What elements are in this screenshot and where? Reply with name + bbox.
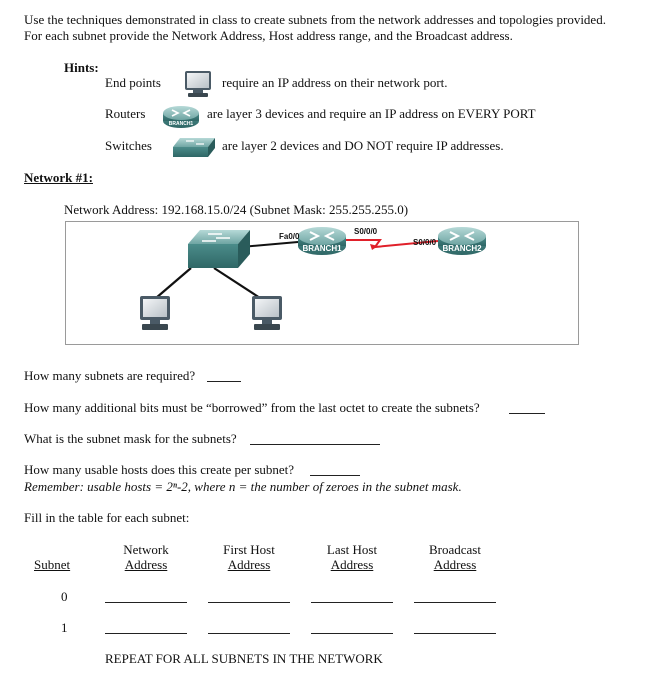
- table-row-subnet-1: 1: [61, 620, 68, 635]
- cell-1-first-host[interactable]: [208, 633, 290, 634]
- fill-table-instruction: Fill in the table for each subnet:: [24, 510, 190, 525]
- pc-2: [252, 296, 282, 330]
- hint-desc-endpoints: require an IP address on their network port.: [222, 75, 448, 90]
- answer-blank-subnet-mask[interactable]: [250, 444, 380, 445]
- switch-icon: [172, 136, 216, 158]
- switch-device: [188, 230, 250, 268]
- answer-blank-borrowed-bits[interactable]: [509, 413, 545, 414]
- router-branch2: [438, 227, 486, 255]
- question-usable-hosts: How many usable hosts does this create per subnet?: [24, 462, 295, 477]
- hints-title: Hints:: [64, 60, 99, 75]
- question-subnets: How many subnets are required?: [24, 368, 196, 383]
- hint-name-routers: Routers: [105, 106, 146, 121]
- router2-label: BRANCH2: [442, 244, 482, 253]
- port-fa0-0: Fa0/0: [279, 232, 300, 241]
- hint-name-switches: Switches: [105, 138, 152, 153]
- table-row-subnet-0: 0: [61, 589, 68, 604]
- table-header-broadcast: Broadcast Address: [429, 542, 481, 572]
- intro-line-2: For each subnet provide the Network Address, Host address range, and the Broadcast address.: [24, 28, 513, 43]
- pc-1: [140, 296, 170, 330]
- table-header-subnet: Subnet: [34, 557, 71, 572]
- repeat-footer: REPEAT FOR ALL SUBNETS IN THE NETWORK: [105, 651, 383, 666]
- intro-line-1: Use the techniques demonstrated in class to create subnets from the network addresses and topologies provided.: [24, 12, 606, 27]
- cell-1-broadcast[interactable]: [414, 633, 496, 634]
- answer-blank-subnets[interactable]: [207, 381, 241, 382]
- network-heading: Network #1:: [24, 170, 93, 185]
- table-header-network: Network Address: [123, 542, 169, 572]
- topology-diagram: [65, 221, 579, 345]
- port-s0-0-0-right: S0/0/0: [413, 238, 437, 247]
- network-address-line: Network Address: 192.168.15.0/24 (Subnet Mask: 255.255.255.0): [64, 202, 409, 217]
- cell-0-first-host[interactable]: [208, 602, 290, 603]
- router-icon: [162, 104, 200, 130]
- answer-blank-usable-hosts[interactable]: [310, 475, 360, 476]
- question-subnet-mask: What is the subnet mask for the subnets?: [24, 431, 237, 446]
- cell-0-last-host[interactable]: [311, 602, 393, 603]
- link-switch-pc1: [156, 268, 191, 298]
- cell-0-network[interactable]: [105, 602, 187, 603]
- hint-name-endpoints: End points: [105, 75, 161, 90]
- router-icon-label: BRANCH1: [168, 121, 194, 127]
- pc-icon: [182, 70, 214, 98]
- table-header-first-host: First Host Address: [223, 542, 275, 572]
- link-switch-pc2: [214, 268, 260, 298]
- remember-note: Remember: usable hosts = 2ⁿ-2, where n = the number of zeroes in the subnet mask.: [24, 479, 462, 494]
- question-borrowed-bits: How many additional bits must be “borrowed” from the last octet to create the subnets?: [24, 400, 480, 415]
- hint-desc-switches: are layer 2 devices and DO NOT require IP addresses.: [222, 138, 504, 153]
- cell-1-network[interactable]: [105, 633, 187, 634]
- router1-label: BRANCH1: [302, 244, 342, 253]
- cell-1-last-host[interactable]: [311, 633, 393, 634]
- port-s0-0-0-left: S0/0/0: [354, 227, 378, 236]
- table-header-last-host: Last Host Address: [326, 542, 378, 572]
- hint-desc-routers: are layer 3 devices and require an IP address on EVERY PORT: [207, 106, 536, 121]
- cell-0-broadcast[interactable]: [414, 602, 496, 603]
- router-branch1: [298, 227, 346, 255]
